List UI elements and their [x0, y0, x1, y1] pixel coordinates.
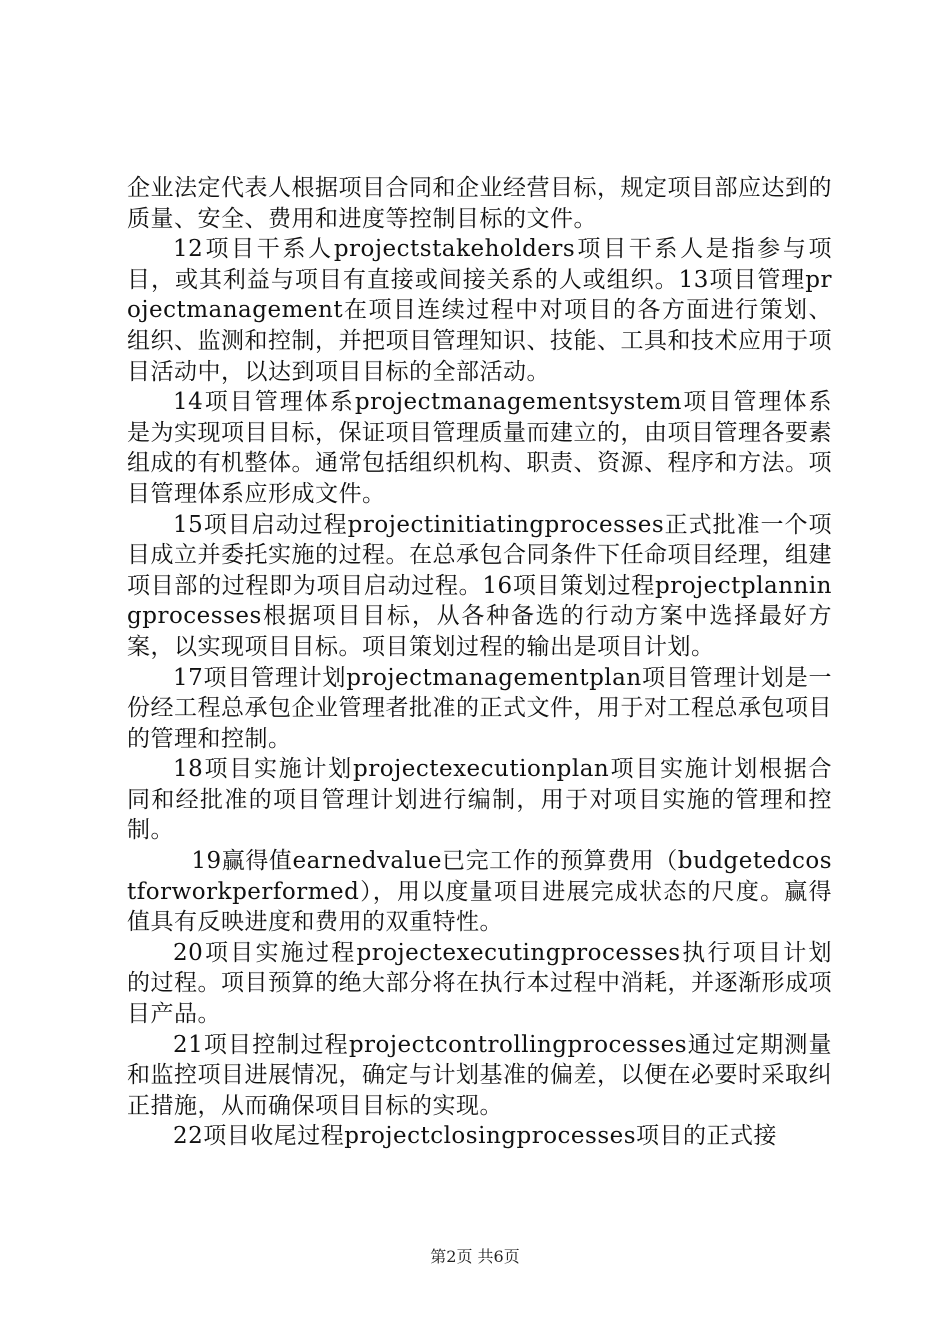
paragraph-5: 17项目管理计划projectmanagementplan项目管理计划是一份经工程总承包企业管理者批准的正式文件，用于对工程总承包项目的管理和控制。 [127, 664, 832, 752]
paragraph-1: 企业法定代表人根据项目合同和企业经营目标，规定项目部应达到的质量、安全、费用和进度等控制目标的文件。 [127, 175, 832, 232]
paragraph-4: 15项目启动过程projectinitiatingprocesses正式批准一个项目成立并委托实施的过程。在总承包合同条件下任命项目经理，组建项目部的过程即为项目启动过程。16项目策划过程projectplanningprocesses根据项目目标，从各种备选的行动方案中选择最好方案，以实现项目目标。项目策划过程的输出是项目计划。 [127, 511, 832, 660]
page-footer: 第2页 共6页 [430, 1247, 520, 1266]
paragraph-9: 21项目控制过程projectcontrollingprocesses通过定期测量和监控项目进展情况，确定与计划基准的偏差，以便在必要时采取纠正措施，从而确保项目目标的实现。 [127, 1031, 832, 1119]
body-text [127, 173, 832, 1152]
paragraph-6: 18项目实施计划projectexecutionplan项目实施计划根据合同和经批准的项目管理计划进行编制，用于对项目实施的管理和控制。 [127, 756, 832, 844]
paragraph-8: 20项目实施过程projectexecutingprocesses执行项目计划的过程。项目预算的绝大部分将在执行本过程中消耗，并逐渐形成项目产品。 [127, 939, 832, 1028]
paragraph-3: 14项目管理体系projectmanagementsystem项目管理体系是为实现项目目标，保证项目管理质量而建立的，由项目管理各要素组成的有机整体。通常包括组织机构、职责、资源、程序和方法。项目管理体系应形成文件。 [127, 389, 832, 507]
paragraph-2: 12项目干系人projectstakeholders项目干系人是指参与项目，或其利益与项目有直接或间接关系的人或组织。13项目管理projectmanagement在项目连续过程中对项目的各方面进行策划、组织、监测和控制，并把项目管理知识、技能、工具和技术应用于项目活动中，以达到项目目标的全部活动。 [127, 236, 832, 385]
paragraph-7: 19赢得值earnedvalue已完工作的预算费用（budgetedcostforworkperformed），用以度量项目进展完成状态的尺度。赢得值具有反映进度和费用的双重特性。 [127, 848, 832, 936]
paragraph-10: 22项目收尾过程projectclosingprocesses项目的正式接 [173, 1123, 778, 1150]
